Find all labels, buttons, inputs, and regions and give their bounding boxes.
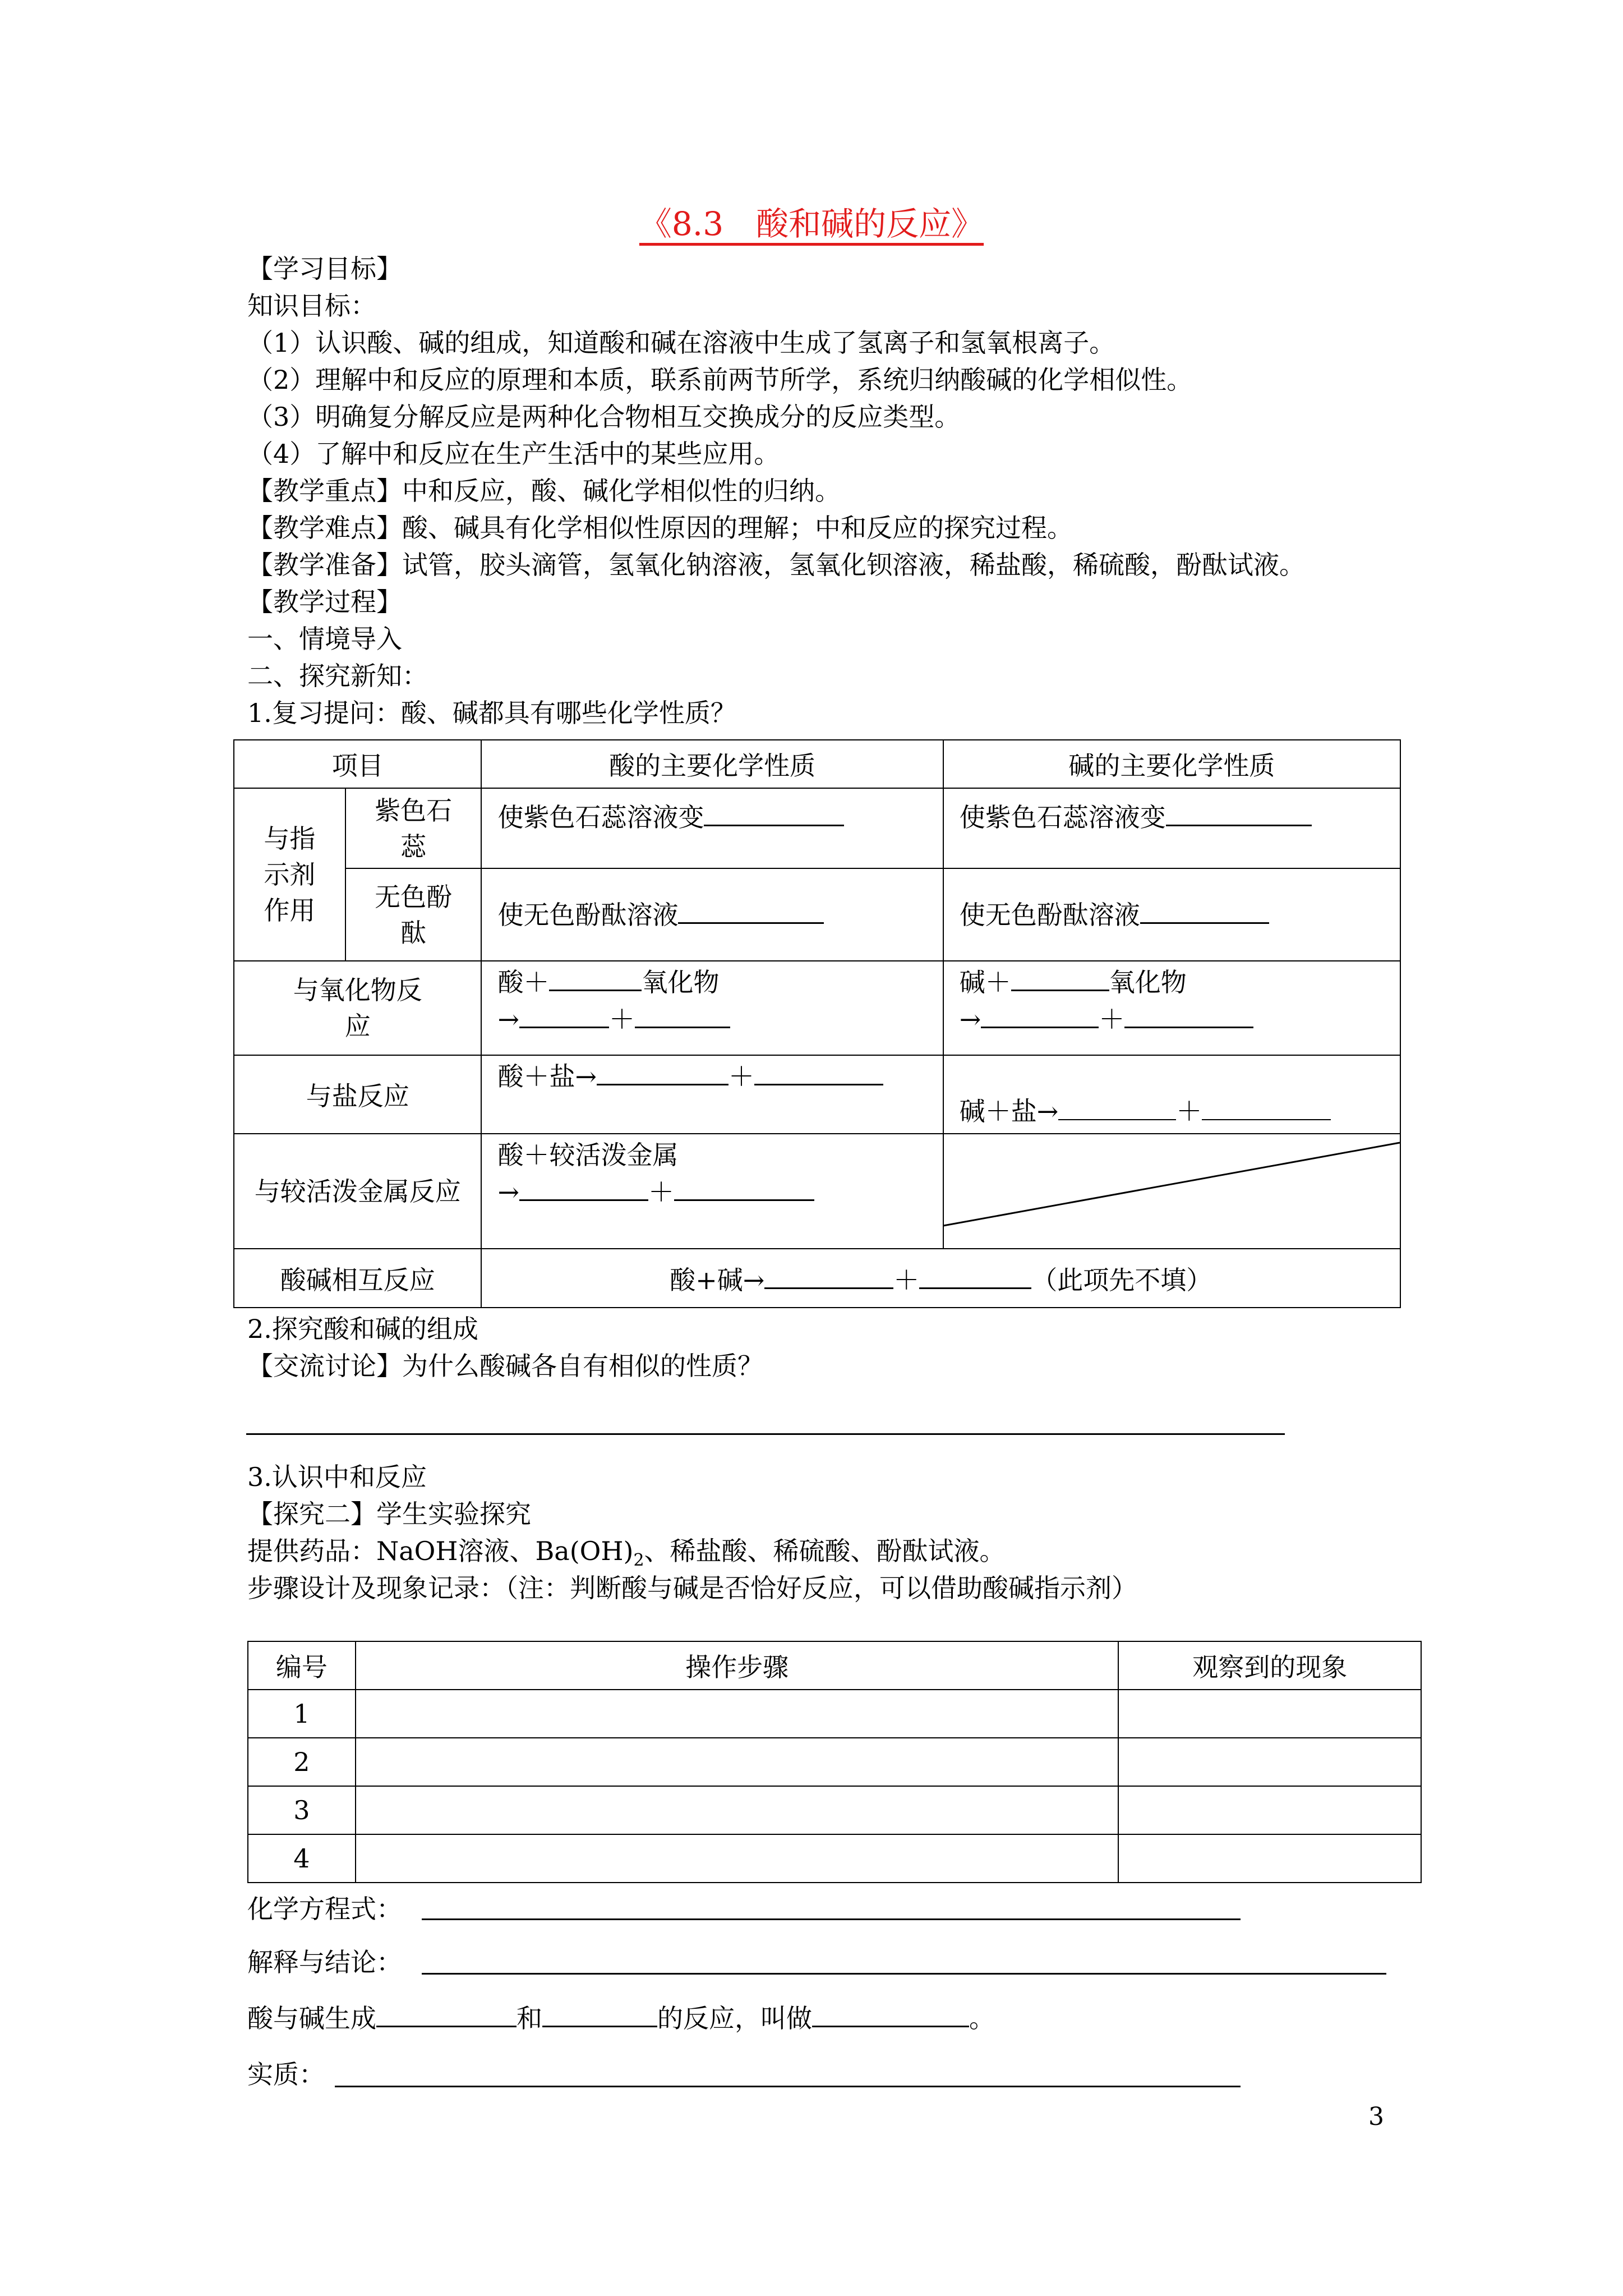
- blank: [376, 2003, 517, 2027]
- header-acid: 酸的主要化学性质: [481, 740, 943, 788]
- observation-cell: [1118, 1786, 1421, 1834]
- page-title: 《8.3 酸和碱的反应》: [639, 205, 984, 243]
- answer-line: [246, 1433, 1285, 1435]
- header-base: 碱的主要化学性质: [943, 740, 1400, 788]
- reagents: 提供药品：NaOH溶液、$Ba(OH)_2$、稀盐酸、稀硫酸、酚酞试液。: [247, 1536, 1006, 1571]
- indicator-label: 与指示剂作用: [234, 788, 345, 961]
- question-3: 3.认识中和反应: [247, 1462, 427, 1492]
- teaching-prep: 【教学准备】试管，胶头滴管，氢氧化钠溶液，氢氧化钡溶液，稀盐酸，稀硫酸，酚酞试液。: [247, 550, 1305, 580]
- oxide-label: 与氧化物反应: [234, 961, 481, 1055]
- phenol-label: 无色酚酞: [345, 868, 482, 961]
- row-number: 4: [248, 1834, 356, 1883]
- row-number: 3: [248, 1786, 356, 1834]
- equation-label: 化学方程式：: [247, 1894, 402, 1924]
- goal-1: （1）认识酸、碱的组成，知道酸和碱在溶液中生成了氢离子和氢氧根离子。: [247, 328, 1115, 358]
- litmus-label: 紫色石蕊: [345, 788, 482, 868]
- goal-3: （3）明确复分解反应是两种化合物相互交换成分的反应类型。: [247, 402, 961, 432]
- equation-line: [422, 1918, 1241, 1920]
- essence-line: [335, 2086, 1241, 2087]
- header-observation: 观察到的现象: [1118, 1641, 1421, 1690]
- step-cell: [356, 1738, 1119, 1786]
- experiment-table: [247, 1641, 1422, 1883]
- header-item: 项目: [234, 740, 481, 788]
- definition: 酸与碱生成 和 的反应，叫做 。: [247, 2003, 995, 2033]
- salt-label: 与盐反应: [234, 1055, 481, 1134]
- base-litmus-cell: 使紫色石蕊溶液变: [943, 788, 1400, 868]
- section-2: 二、探究新知：: [247, 661, 428, 691]
- observation-cell: [1118, 1834, 1421, 1883]
- acid-salt-cell: 酸＋盐→ ＋: [481, 1055, 943, 1134]
- explain-label: 解释与结论：: [247, 1947, 402, 1977]
- teaching-focus: 【教学重点】中和反应，酸、碱化学相似性的归纳。: [247, 476, 841, 506]
- acid-oxide-cell: 酸＋ 氧化物 → ＋: [481, 961, 943, 1055]
- row-number: 1: [248, 1690, 356, 1738]
- page-number: 3: [1368, 2102, 1384, 2131]
- acid-phenol-cell: 使无色酚酞溶液: [481, 868, 943, 961]
- acidbase-cell: 酸+碱→ ＋ （此项先不填）: [481, 1249, 1400, 1308]
- acid-litmus-cell: 使紫色石蕊溶液变: [481, 788, 943, 868]
- acidbase-label: 酸碱相互反应: [234, 1249, 481, 1308]
- step-cell: [356, 1834, 1119, 1883]
- explain-line: [422, 1973, 1386, 1975]
- header-number: 编号: [248, 1641, 356, 1690]
- blank: [542, 2003, 657, 2027]
- metal-label: 与较活泼金属反应: [234, 1134, 481, 1249]
- question-2: 2.探究酸和碱的组成: [247, 1314, 478, 1344]
- goals-heading: 【学习目标】: [247, 254, 402, 284]
- goal-4: （4）了解中和反应在生产生活中的某些应用。: [247, 439, 780, 469]
- process-heading: 【教学过程】: [247, 587, 402, 617]
- base-oxide-cell: 碱＋ 氧化物 → ＋: [943, 961, 1400, 1055]
- header-step: 操作步骤: [356, 1641, 1119, 1690]
- base-salt-cell: 碱＋盐→ ＋: [943, 1055, 1400, 1134]
- base-phenol-cell: 使无色酚酞溶液: [943, 868, 1400, 961]
- acid-metal-cell: 酸＋较活泼金属 → ＋: [481, 1134, 943, 1249]
- row-number: 2: [248, 1738, 356, 1786]
- step-cell: [356, 1786, 1119, 1834]
- steps-note: 步骤设计及现象记录：（注：判断酸与碱是否恰好反应，可以借助酸碱指示剂）: [247, 1573, 1137, 1603]
- goal-2: （2）理解中和反应的原理和本质，联系前两节所学，系统归纳酸碱的化学相似性。: [247, 365, 1193, 395]
- section-1: 一、情境导入: [247, 624, 402, 654]
- essence-label: 实质：: [247, 2059, 325, 2090]
- observation-cell: [1118, 1690, 1421, 1738]
- blank: [812, 2003, 969, 2027]
- step-cell: [356, 1690, 1119, 1738]
- explore-two: 【探究二】学生实验探究: [247, 1499, 531, 1529]
- observation-cell: [1118, 1738, 1421, 1786]
- knowledge-label: 知识目标：: [247, 291, 376, 321]
- discussion: 【交流讨论】为什么酸碱各自有相似的性质？: [247, 1351, 763, 1381]
- teaching-difficulty: 【教学难点】酸、碱具有化学相似性原因的理解；中和反应的探究过程。: [247, 513, 1073, 543]
- question-1: 1.复习提问：酸、碱都具有哪些化学性质？: [247, 698, 736, 728]
